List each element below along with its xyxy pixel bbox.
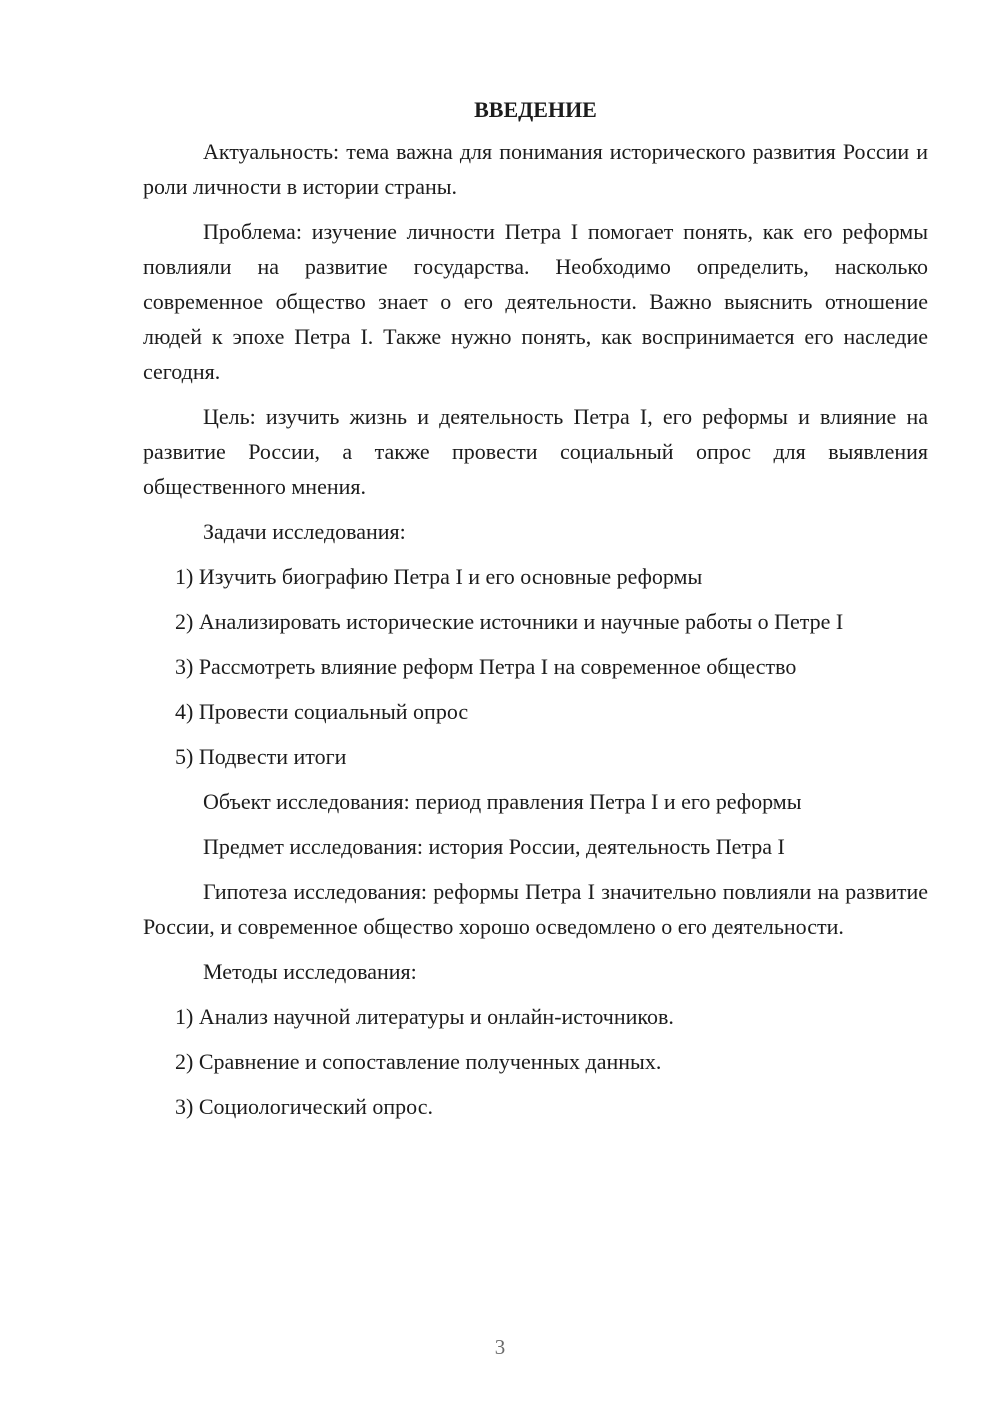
task-item-4: 4) Провести социальный опрос	[175, 699, 469, 724]
page-content	[143, 92, 928, 1124]
method-item-3: 3) Социологический опрос.	[175, 1094, 433, 1119]
subject-paragraph: Предмет исследования: история России, деятельность Петра I	[203, 834, 785, 859]
task-item-1: 1) Изучить биографию Петра I и его основные реформы	[175, 564, 703, 589]
problem-paragraph: Проблема: изучение личности Петра I помогает понять, как его реформы повлияли на развитие государства. Необходимо определить, насколько современное общество знает о его деятельности. Важно выяснить отношение людей к эпохе Петра I. Также нужно понять, как воспринимается его наследие сегодня.	[143, 219, 928, 384]
methods-heading: Методы исследования:	[203, 959, 417, 984]
page-number: 3	[494, 1335, 506, 1359]
page-title: ВВЕДЕНИЕ	[474, 97, 597, 122]
task-item-5: 5) Подвести итоги	[175, 744, 347, 769]
relevance-paragraph: Актуальность: тема важна для понимания исторического развития России и роли личности в истории страны.	[143, 139, 928, 199]
goal-paragraph: Цель: изучить жизнь и деятельность Петра I, его реформы и влияние на развитие России, а также провести социальный опрос для выявления общественного мнения.	[143, 404, 928, 499]
task-item-2: 2) Анализировать исторические источники и научные работы о Петре I	[175, 609, 844, 634]
hypothesis-paragraph: Гипотеза исследования: реформы Петра I значительно повлияли на развитие России, и современное общество хорошо осведомлено о его деятельности.	[143, 879, 928, 939]
task-item-3: 3) Рассмотреть влияние реформ Петра I на современное общество	[175, 654, 797, 679]
object-paragraph: Объект исследования: период правления Петра I и его реформы	[203, 789, 802, 814]
tasks-heading: Задачи исследования:	[203, 519, 406, 544]
method-item-1: 1) Анализ научной литературы и онлайн-источников.	[175, 1004, 674, 1029]
method-item-2: 2) Сравнение и сопоставление полученных данных.	[175, 1049, 662, 1074]
